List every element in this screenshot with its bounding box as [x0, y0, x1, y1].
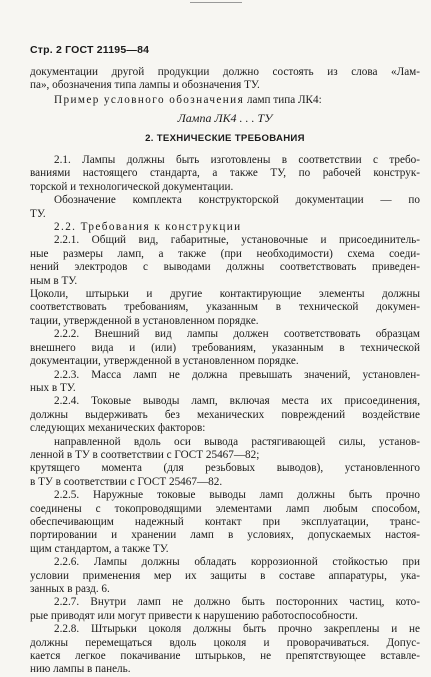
- text-line: 2.2.1. Общий вид, габаритные, установочные и присоединитель-: [54, 234, 420, 247]
- text-line: должны перемещаться вдоль цоколя и проворачиваться. Допус-: [30, 636, 420, 649]
- example-line: [30, 94, 420, 107]
- text-line: тации, утвержденной в установленном порядке.: [30, 314, 259, 327]
- text-line: 2.2.4. Токовые выводы ламп, включая места их присоединения,: [54, 395, 420, 408]
- text-line: торской и технологической документации.: [30, 180, 234, 193]
- example-rest: ламп типа ЛК4:: [244, 94, 322, 106]
- text-line: щим стандартом, а также ТУ.: [30, 542, 169, 555]
- text-line: обеспечивающим надежный контакт при эксплуатации, транс-: [30, 515, 420, 528]
- paragraph-p2-1: [30, 154, 420, 194]
- requirements-body: [30, 154, 420, 677]
- text-line: следующих механических факторов:: [30, 422, 206, 435]
- text-line: кается легкое покачивание штырьков, не препятствующее вставле-: [30, 650, 420, 663]
- text-line: нию лампы в панель.: [30, 663, 131, 676]
- page-top-mark: [190, 2, 242, 3]
- text-line: документации другой продукции должно состоять из слова «Лам-: [30, 66, 420, 78]
- example-formula: Лампа ЛК4 . . . ТУ: [177, 111, 273, 125]
- text-line: 2.2.6. Лампы должны обладать коррозионной стойкостью при: [54, 556, 420, 569]
- text-line: в ТУ в соответствии с ГОСТ 25467—82.: [30, 475, 223, 488]
- paragraph-p2-2-1: [30, 234, 420, 288]
- text-line: соответствовать требованиям, указанным в технической докумен-: [30, 301, 420, 314]
- page-header: Стр. 2 ГОСТ 21195—84: [30, 44, 150, 56]
- text-line: ным в ТУ.: [30, 274, 78, 287]
- text-line: ленной в ТУ в соответствии с ГОСТ 25467—82;: [30, 448, 260, 461]
- text-line: нений электродов с выводами должны соответствовать приведен-: [30, 261, 420, 274]
- text-line: 2.1. Лампы должны быть изготовлены в соответствии с требо-: [54, 154, 420, 166]
- text-line: ваниями настоящего стандарта, а также ТУ, по рабочей конструк-: [30, 167, 420, 180]
- section-title: 2. ТЕХНИЧЕСКИЕ ТРЕБОВАНИЯ: [145, 133, 305, 144]
- example-label: Пример условного обозначения: [54, 94, 245, 106]
- paragraph-p-tsokoli: [30, 288, 420, 328]
- paragraph-p2-2-8: [30, 623, 420, 677]
- paragraph-p2-2-6: [30, 556, 420, 596]
- text-line: должны выдерживать без механических повреждений воздействие: [30, 408, 420, 421]
- intro-paragraph: [30, 66, 420, 93]
- paragraph-p2-2-5: [30, 489, 420, 556]
- text-line: ных в ТУ.: [30, 381, 76, 394]
- text-line: 2.2.7. Внутри ламп не должно быть посторонних частиц, кото-: [54, 596, 420, 609]
- text-line: документации, утвержденной в установленном порядке.: [30, 355, 299, 368]
- text-line: крутящего момента (для резьбовых выводов), установленного: [30, 462, 420, 475]
- text-line: ТУ.: [30, 207, 46, 220]
- text-line: соединены с токопроводящими элементами ламп любым способом,: [30, 502, 420, 515]
- text-line: ные размеры ламп, а также (при необходимости) схема соеди-: [30, 247, 420, 260]
- text-line: условии применения мер их защиты в составе аппаратуры, ука-: [30, 569, 420, 582]
- text-line: 2.2. Требования к конструкции: [54, 221, 242, 234]
- text-line: Обозначение комплекта конструкторской документации — по: [54, 194, 420, 207]
- paragraph-p2-2-4: [30, 395, 420, 435]
- paragraph-p2-2-3: [30, 369, 420, 396]
- text-line: занных в разд. 6.: [30, 583, 110, 595]
- paragraph-p-krut: [30, 462, 420, 489]
- paragraph-p2-2-7: [30, 596, 420, 623]
- text-line: 2.2.8. Штырьки цоколя должны быть прочно закреплены и не: [54, 623, 420, 636]
- paragraph-p2-2-2: [30, 328, 420, 368]
- text-line: 2.2.2. Внешний вид лампы должен соответствовать образцам: [54, 328, 420, 341]
- text-line: направленной вдоль оси вывода растягивающей силы, установ-: [54, 435, 420, 448]
- text-line: 2.2.5. Наружные токовые выводы ламп должны быть прочно: [54, 489, 420, 502]
- text-line: рые приводят или могут привести к нарушению работоспособности.: [30, 609, 358, 622]
- paragraph-p-napr: [30, 436, 420, 463]
- text-line: 2.2.3. Масса ламп не должна превышать значений, установлен-: [54, 368, 420, 381]
- text-line: внешнего вида и (или) требованиям, указанным в технической: [30, 341, 420, 354]
- text-line: портировании и хранении ламп в условиях, допускаемых настоя-: [30, 529, 420, 542]
- paragraph-p2-2: [30, 221, 420, 234]
- text-line: па», обозначения типа лампы и обозначения ТУ.: [30, 79, 260, 92]
- text-line: Цоколи, штырьки и другие контактирующие элементы должны: [30, 288, 420, 301]
- paragraph-p-oboz: [30, 194, 420, 221]
